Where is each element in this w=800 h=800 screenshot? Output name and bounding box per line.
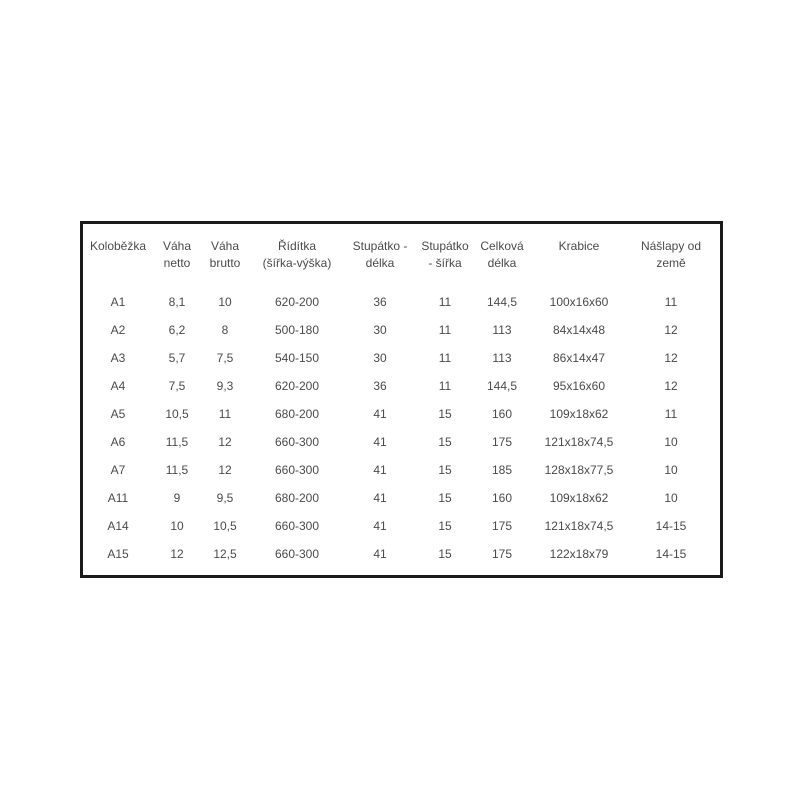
cell-deck-length: 30 [373, 351, 387, 365]
header-cell-deck-height [629, 238, 713, 288]
cell-weight-gross: 8 [221, 323, 229, 337]
cell-weight-net: 12 [170, 547, 184, 561]
cell-weight-gross: 9,3 [216, 379, 234, 393]
cell-deck-length: 41 [373, 491, 387, 505]
cell-scooter: A15 [107, 547, 129, 561]
cell-scooter: A4 [110, 379, 126, 393]
cell-box: 100x16x60 [549, 295, 609, 309]
cell-weight-net: 10,5 [165, 407, 189, 421]
table-row [83, 400, 713, 428]
header-cell-deck-length [345, 238, 415, 288]
header-line: Stupátko - [352, 239, 408, 253]
cell-handlebar: 500-180 [274, 323, 320, 337]
cell-deck-length: 41 [373, 407, 387, 421]
cell-box: 84x14x48 [552, 323, 606, 337]
cell-deck-width: 11 [438, 351, 452, 365]
cell-deck-width: 11 [438, 379, 452, 393]
header-line: Koloběžka [89, 239, 147, 253]
cell-weight-net: 8,1 [168, 295, 186, 309]
header-line: Celková [480, 239, 524, 253]
cell-deck-height: 11 [664, 407, 678, 421]
header-cell-total-length [475, 238, 529, 288]
cell-handlebar: 660-300 [274, 463, 320, 477]
table-row [83, 372, 713, 400]
cell-weight-net: 7,5 [168, 379, 186, 393]
cell-total-length: 175 [491, 547, 513, 561]
cell-total-length: 113 [492, 351, 512, 365]
cell-scooter: A14 [107, 519, 129, 533]
table-row [83, 484, 713, 512]
cell-deck-width: 11 [438, 295, 452, 309]
table-row [83, 344, 713, 372]
cell-deck-length: 30 [373, 323, 387, 337]
cell-deck-width: 15 [438, 547, 452, 561]
cell-deck-length: 36 [373, 295, 387, 309]
header-cell-box [529, 238, 629, 288]
header-line: netto [163, 256, 191, 270]
header-line: Krabice [558, 239, 600, 253]
table-row [83, 428, 713, 456]
table-row [83, 540, 713, 568]
header-line: Nášlapy od [640, 239, 702, 253]
cell-total-length: 144,5 [486, 295, 518, 309]
header-line: brutto [209, 256, 241, 270]
cell-total-length: 185 [491, 463, 513, 477]
cell-total-length: 113 [492, 323, 512, 337]
cell-deck-height: 12 [664, 351, 678, 365]
cell-handlebar: 680-200 [274, 491, 320, 505]
cell-handlebar: 620-200 [274, 295, 320, 309]
header-line: Váha [210, 239, 240, 253]
cell-weight-net: 9 [173, 491, 181, 505]
header-line: délka [487, 256, 517, 270]
header-cell-weight-net [153, 238, 201, 288]
cell-deck-height: 10 [664, 491, 678, 505]
cell-weight-gross: 12 [218, 463, 232, 477]
header-line: délka [365, 256, 395, 270]
cell-scooter: A5 [110, 407, 126, 421]
cell-box: 95x16x60 [552, 379, 606, 393]
cell-box: 128x18x77,5 [544, 463, 614, 477]
header-line: Stupátko [421, 239, 469, 253]
cell-handlebar: 660-300 [274, 435, 320, 449]
cell-handlebar: 680-200 [274, 407, 320, 421]
cell-box: 121x18x74,5 [544, 435, 614, 449]
cell-scooter: A1 [110, 295, 126, 309]
cell-handlebar: 620-200 [274, 379, 320, 393]
cell-deck-length: 41 [373, 463, 387, 477]
cell-box: 109x18x62 [549, 491, 609, 505]
header-line: země [656, 256, 686, 270]
cell-handlebar: 540-150 [274, 351, 320, 365]
table-body [83, 288, 713, 568]
cell-weight-net: 5,7 [168, 351, 186, 365]
cell-weight-net: 6,2 [168, 323, 186, 337]
cell-box: 109x18x62 [549, 407, 609, 421]
cell-scooter: A2 [110, 323, 126, 337]
cell-weight-gross: 11 [218, 407, 232, 421]
cell-total-length: 175 [491, 435, 513, 449]
cell-scooter: A6 [110, 435, 126, 449]
cell-scooter: A3 [110, 351, 126, 365]
cell-deck-width: 15 [438, 407, 452, 421]
cell-box: 121x18x74,5 [544, 519, 614, 533]
cell-weight-gross: 9,5 [216, 491, 234, 505]
cell-handlebar: 660-300 [274, 519, 320, 533]
table-row [83, 456, 713, 484]
cell-deck-length: 41 [373, 519, 387, 533]
cell-total-length: 144,5 [486, 379, 518, 393]
cell-total-length: 175 [491, 519, 513, 533]
spec-table [83, 238, 713, 568]
cell-deck-width: 11 [438, 323, 452, 337]
header-row [83, 238, 713, 288]
cell-deck-height: 10 [664, 435, 678, 449]
table-row [83, 316, 713, 344]
cell-weight-gross: 7,5 [216, 351, 234, 365]
cell-scooter: A7 [110, 463, 126, 477]
header-cell-weight-gross [201, 238, 249, 288]
cell-deck-height: 14-15 [655, 547, 687, 561]
cell-deck-height: 12 [664, 379, 678, 393]
cell-weight-net: 11,5 [165, 435, 189, 449]
header-line: (šířka-výška) [262, 256, 332, 270]
header-line: Váha [162, 239, 192, 253]
cell-deck-height: 10 [664, 463, 678, 477]
cell-deck-height: 11 [664, 295, 678, 309]
cell-deck-length: 36 [373, 379, 387, 393]
header-cell-handlebar [249, 238, 345, 288]
header-line: Řídítka [277, 239, 316, 253]
cell-weight-net: 11,5 [165, 463, 189, 477]
cell-weight-gross: 10,5 [213, 519, 237, 533]
header-line: - šířka [428, 256, 462, 270]
cell-weight-gross: 12 [218, 435, 232, 449]
cell-weight-net: 10 [170, 519, 184, 533]
header-cell-scooter [83, 238, 153, 288]
cell-weight-gross: 10 [218, 295, 232, 309]
cell-weight-gross: 12,5 [213, 547, 237, 561]
cell-deck-height: 14-15 [655, 519, 687, 533]
cell-deck-width: 15 [438, 463, 452, 477]
cell-deck-length: 41 [373, 435, 387, 449]
cell-deck-width: 15 [438, 491, 452, 505]
cell-deck-height: 12 [664, 323, 678, 337]
table-row [83, 288, 713, 316]
cell-box: 122x18x79 [549, 547, 609, 561]
cell-scooter: A11 [107, 491, 129, 505]
spec-table-frame [80, 221, 723, 578]
cell-total-length: 160 [491, 491, 513, 505]
cell-box: 86x14x47 [552, 351, 606, 365]
cell-deck-length: 41 [373, 547, 387, 561]
cell-deck-width: 15 [438, 519, 452, 533]
header-cell-deck-width [415, 238, 475, 288]
cell-total-length: 160 [491, 407, 513, 421]
cell-deck-width: 15 [438, 435, 452, 449]
table-row [83, 512, 713, 540]
cell-handlebar: 660-300 [274, 547, 320, 561]
